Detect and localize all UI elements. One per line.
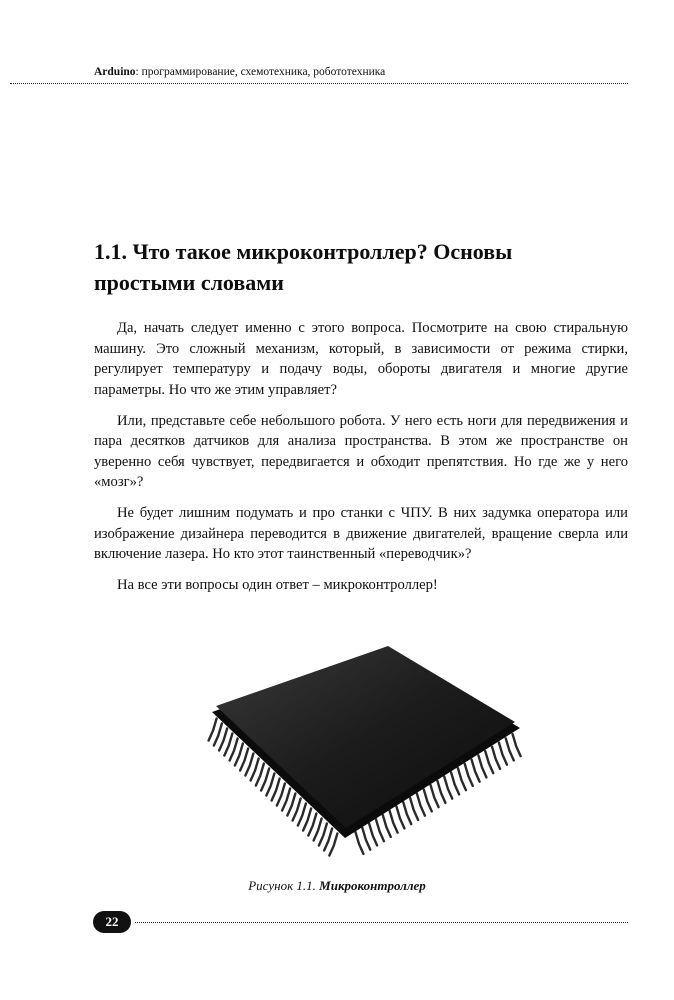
chip-pin xyxy=(209,719,217,741)
body-text xyxy=(94,318,628,606)
chip-pin xyxy=(492,747,500,769)
chip-pin xyxy=(431,785,439,807)
chip-pin xyxy=(451,772,459,794)
page-number: 22 xyxy=(93,911,131,933)
paragraph-1: Да, начать следует именно с этого вопроса. Посмотрите на свою стиральную машину. Это сложный механизм, который, в зависимости от режима стирки, регулирует температуру и подачу воды, обороты двигателя и многие другие параметры. Но что же этим управляет? xyxy=(94,320,628,398)
running-header-brand: Arduino xyxy=(94,66,136,78)
chip-pin xyxy=(499,743,507,765)
chip-pin xyxy=(472,760,480,782)
chip-pin xyxy=(485,751,493,773)
running-header-subtitle: : программирование, схемотехника, робототехника xyxy=(135,66,386,78)
chip-pin xyxy=(506,738,514,760)
chip-pin xyxy=(465,764,473,786)
figure-caption-prefix: Рисунок 1.1. xyxy=(248,878,320,893)
chip-body-top xyxy=(216,646,515,828)
chip-pin xyxy=(369,823,377,845)
microcontroller-chip-icon xyxy=(190,640,540,870)
chip-pin xyxy=(355,832,363,854)
chip-pin xyxy=(383,815,391,837)
chip-pin xyxy=(478,755,486,777)
footer-dotted-rule xyxy=(135,922,628,923)
chip-pin xyxy=(403,802,411,824)
header-dotted-rule xyxy=(10,83,628,84)
chip-pin xyxy=(458,768,466,790)
chip-pin xyxy=(396,806,404,828)
chip-pin xyxy=(390,811,398,833)
paragraph-3: Не будет лишним подумать и про станки с ЧПУ. В них задумка оператора или изображение дизайнера переводится в движение двигателей, вращение сверла или включение лазера. Но кто этот таинственный «переводчик»? xyxy=(94,505,628,562)
figure-caption-title: Микроконтроллер xyxy=(319,878,426,893)
chip-pin xyxy=(417,794,425,816)
chip-pin xyxy=(437,781,445,803)
chip-pin xyxy=(444,777,452,799)
section-title: 1.1. Что такое микроконтроллер? Основы простыми словами xyxy=(94,239,513,295)
paragraph-4: На все эти вопросы один ответ – микроконтроллер! xyxy=(117,577,438,593)
chip-pin xyxy=(424,789,432,811)
paragraph-2: Или, представьте себе небольшого робота. У него есть ноги для передвижения и пара десятков датчиков для анализа пространства. В этом же пространстве он уверенно себя чувствует, передвигается и обходит препятствия. Но где же у него «мозг»? xyxy=(94,412,628,490)
chip-pin xyxy=(410,798,418,820)
chip-pin xyxy=(362,828,370,850)
figure-caption xyxy=(0,878,674,894)
chip-illustration xyxy=(190,640,540,870)
chip-pin xyxy=(376,819,384,841)
chip-pin xyxy=(513,734,521,756)
running-header xyxy=(94,66,385,78)
